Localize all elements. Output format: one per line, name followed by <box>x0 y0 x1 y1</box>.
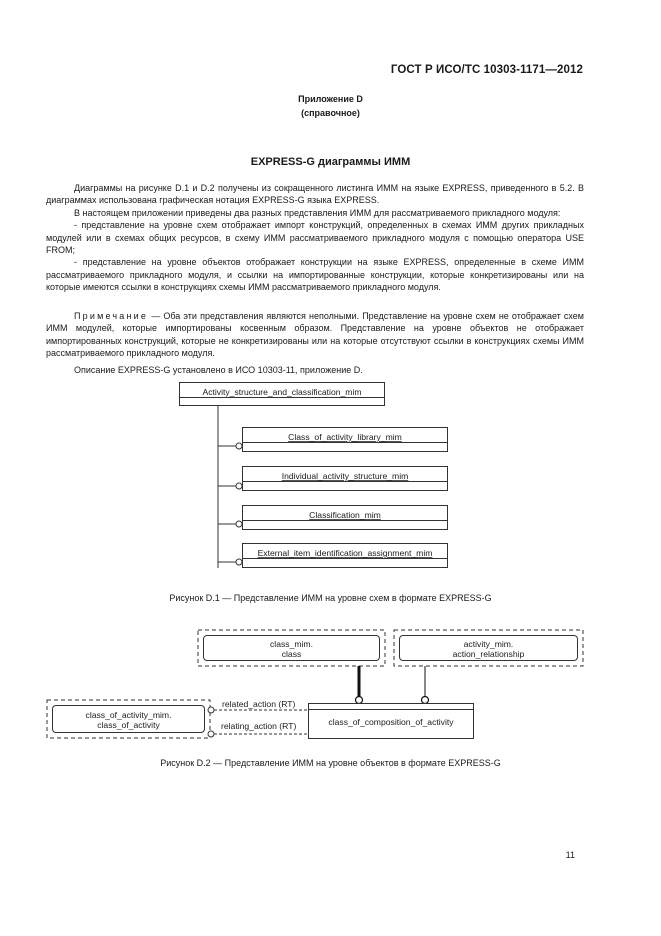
note-text: — Оба эти представления являются неполными. Представление на уровне схем не отображает схем ИММ модулей, которые импортированы косвенным образом. Представление на уровне объектов не отображает импортированных конструкций, которые не конкретизированы или на которые отсутствуют ссылки в конструкциях схемы ИММ рассматриваемого прикладного модуля. <box>46 311 584 359</box>
paragraph-views: В настоящем приложении приведены два разных представления ИММ для рассматриваемого прикладного модуля: <box>74 207 561 218</box>
schema-name: Class_of_activity_library_mim <box>288 432 402 442</box>
paragraph-schema-level: - представление на уровне схем отображает импорт конструкций, определенных в схемах ИММ других прикладных модулей или в схемах общих ресурсов, в схему ИММ рассматриваемого прикладного модуля с помощью оператора USE FROM; <box>46 220 584 256</box>
ref-action-line2: action_relationship <box>452 649 525 659</box>
ref-class-line2: class <box>281 649 302 659</box>
standard-header: ГОСТ Р ИСО/ТС 10303-1171—2012 <box>390 64 583 76</box>
ref-box-action-relationship <box>399 635 578 661</box>
paragraph-entity-level: - представление на уровне объектов отображает конструкции на языке EXPRESS, определенные в схеме ИММ рассматриваемого прикладного модуля, и ссылки на импортированные конструкции, которые конкретизированы или на которые имеются ссылки в конструкциях схемы ИММ рассматриваемого прикладного модуля. <box>46 257 584 293</box>
reference-text: Описание EXPRESS-G установлено в ИСО 10303-11, приложение D. <box>74 365 363 375</box>
main-schema-name: Activity_structure_and_classification_mim <box>202 387 362 397</box>
schema-name: External_item_identification_assignment_mim <box>257 548 433 558</box>
ref-class-line1: class_mim. <box>270 639 313 649</box>
note-label: Примечание <box>74 311 149 321</box>
entity-name: class_of_composition_of_activity <box>328 717 454 727</box>
schema-name: Classification_mim <box>309 510 381 520</box>
ref-box-class <box>203 635 380 661</box>
entity-box-class-of-composition-of-activity <box>308 703 474 739</box>
attr-related-action: related_action (RT) <box>222 699 296 709</box>
page-number: 11 <box>565 850 575 860</box>
ref-coa-line2: class_of_activity <box>97 720 160 730</box>
ref-action-line1: activity_mim. <box>463 639 514 649</box>
attr-relating-action: relating_action (RT) <box>221 721 297 731</box>
ref-coa-line1: class_of_activity_mim. <box>85 710 172 720</box>
paragraph-intro: Диаграммы на рисунке D.1 и D.2 получены из сокращенного листинга ИММ на языке EXPRESS, приведенного в 5.2. В диаграммах использована графическая нотация EXPRESS-G языка EXPRESS. <box>46 183 584 206</box>
appendix-label: Приложение D <box>298 94 363 104</box>
figure2-caption: Рисунок D.2 — Представление ИММ на уровне объектов в формате EXPRESS-G <box>160 758 501 768</box>
figure1-caption: Рисунок D.1 — Представление ИММ на уровне схем в формате EXPRESS-G <box>169 593 492 603</box>
ref-box-class-of-activity <box>52 705 205 733</box>
schema-name: Individual_activity_structure_mim <box>281 471 409 481</box>
appendix-status: (справочное) <box>301 108 360 118</box>
section-title: EXPRESS-G диаграммы ИММ <box>250 156 411 168</box>
